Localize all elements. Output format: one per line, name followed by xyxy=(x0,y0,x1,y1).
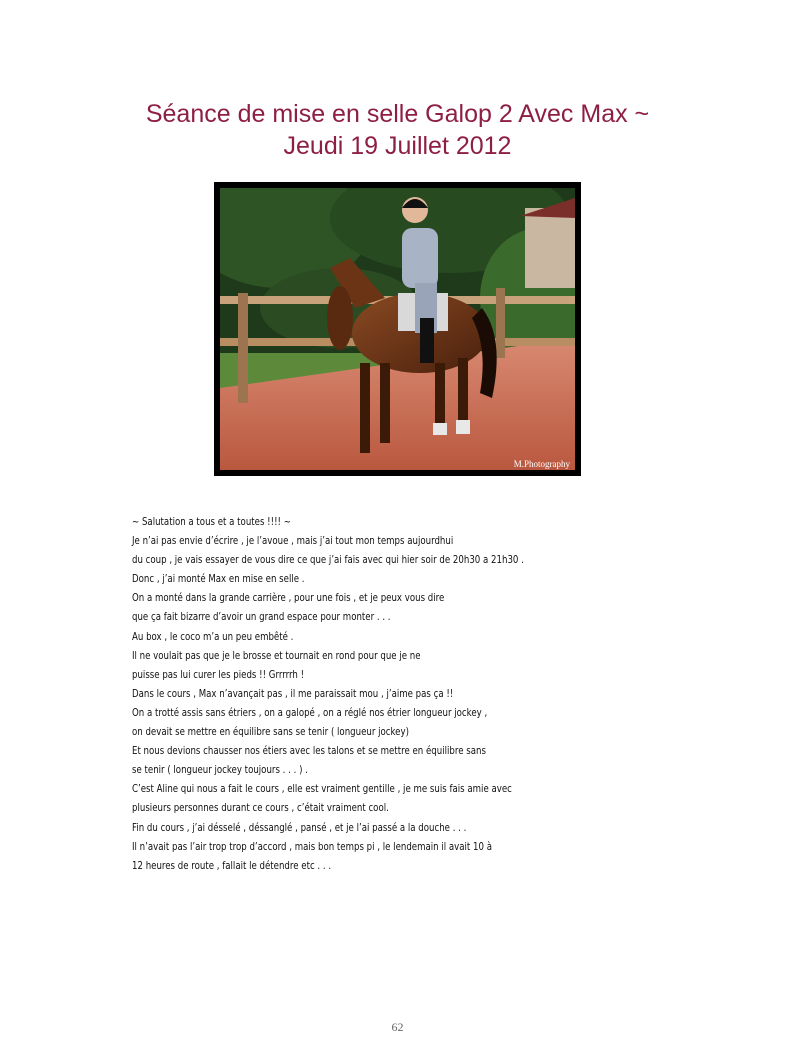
text-line: on devait se mettre en équilibre sans se tenir ( longueur jockey) xyxy=(132,726,409,739)
title-line-2: Jeudi 19 Juillet 2012 xyxy=(283,132,512,160)
text-line: On a trotté assis sans étriers , on a galopé , on a réglé nos étrier longueur jockey , xyxy=(132,706,488,719)
text-line: Donc , j’ai monté Max en mise en selle . xyxy=(132,573,305,586)
text-line: Et nous devions chausser nos étiers avec les talons et se mettre en équilibre sans xyxy=(132,745,486,758)
page-number: 62 xyxy=(391,1020,404,1034)
text-line: Fin du cours , j’ai désselé , déssanglé , pansé , et je l’ai passé a la douche . . . xyxy=(132,821,467,834)
title-line-1: Séance de mise en selle Galop 2 Avec Max ~ xyxy=(145,100,650,128)
journal-entry xyxy=(132,513,591,876)
page-title xyxy=(0,98,795,162)
text-line: Je n’ai pas envie d’écrire , je l’avoue , mais j’ai tout mon temps aujourdhui xyxy=(132,535,454,548)
photo-watermark: M.Photography xyxy=(513,459,570,469)
text-line: On a monté dans la grande carrière , pour une fois , et je peux vous dire xyxy=(132,592,445,605)
photo-illustration xyxy=(220,188,575,470)
text-line: Au box , le coco m’a un peu embêté . xyxy=(132,630,294,643)
rider-on-horse-photo xyxy=(214,182,581,476)
text-line: C’est Aline qui nous a fait le cours , elle est vraiment gentille , je me suis fais amie avec xyxy=(132,783,512,796)
text-line: que ça fait bizarre d’avoir un grand espace pour monter . . . xyxy=(132,611,391,624)
text-line: plusieurs personnes durant ce cours , c’était vraiment cool. xyxy=(132,802,389,815)
text-line: du coup , je vais essayer de vous dire ce que j’ai fais avec qui hier soir de 20h30 a 21h30 . xyxy=(132,554,524,567)
text-line: se tenir ( longueur jockey toujours . . . ) . xyxy=(132,764,308,777)
text-line: Il ne voulait pas que je le brosse et tournait en rond pour que je ne xyxy=(132,649,421,662)
text-line: ~ Salutation a tous et a toutes !!!! ~ xyxy=(132,516,291,528)
text-line: Il n’avait pas l’air trop trop d’accord , mais bon temps pi , le lendemain il avait 10 à xyxy=(132,840,492,853)
text-line: 12 heures de route , fallait le détendre etc . . . xyxy=(132,859,332,872)
text-line: puisse pas lui curer les pieds !! Grrrrrh ! xyxy=(132,668,305,681)
text-line: Dans le cours , Max n’avançait pas , il me paraissait mou , j’aime pas ça !! xyxy=(132,687,454,700)
